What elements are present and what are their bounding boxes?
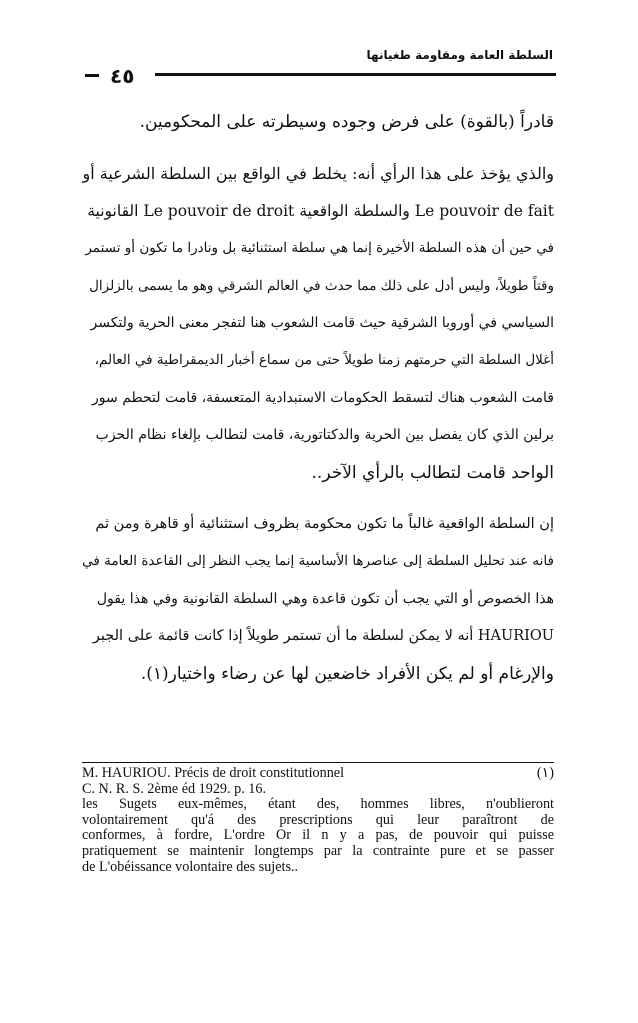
page-number: ٤٥: [110, 64, 135, 88]
text-line: Le pouvoir de fait والسلطة الواقعية Le pouvoir de droit القانونية: [87, 201, 554, 220]
footnote-line: conformes, à fordre, L'ordre Or il n y a pas, de pouvoir qui puisse: [82, 827, 554, 844]
page-number-dash: [85, 74, 99, 77]
text-line: وقتاً طويلاً، وليس أدل على ذلك مما حدث في العالم الشرقي وهو ما يسمى بالزلزال: [89, 277, 554, 294]
text-line: إن السلطة الواقعية غالباً ما تكون محكومة بظروف استثنائية أو قاهرة ومن ثم: [95, 516, 554, 533]
footnote: [82, 766, 554, 875]
text-line: هذا الخصوص أو التي يجب أن تكون قاعدة وهي السلطة القانونية وفي هذا يقول: [96, 590, 554, 607]
footnote-line: C. N. R. S. 2ème éd 1929. p. 16.: [82, 780, 267, 797]
header-rule: [155, 73, 556, 76]
text-line: برلين الذي كان يفصل بين الحرية والدكتاتورية، قامت لتطالب بإلغاء نظام الحزب: [95, 427, 554, 444]
text-line: قادراً (بالقوة) على فرض وجوده وسيطرته على المحكومين.: [139, 112, 554, 132]
text-line: الواحد قامت لتطالب بالرأي الآخر..: [311, 462, 554, 483]
text-line: والذي يؤخذ على هذا الرأي أنه: يخلط في الواقع بين السلطة الشرعية أو: [82, 164, 554, 184]
text-line: فانه عند تحليل السلطة إلى عناصرها الأساسية إنما يجب النظر إلى القاعدة العامة في: [82, 553, 554, 570]
body-text: [82, 104, 554, 693]
text-line: في حين أن هذه السلطة الأخيرة إنما هي سلطة استثنائية بل ونادرا ما تكون أو تستمر: [85, 240, 554, 257]
footnote-line: de L'obéissance volontaire des sujets..: [82, 858, 299, 875]
footnote-line: les Sugets eux-mêmes, étant des, hommes libres, n'oublieront: [82, 796, 554, 813]
text-line: HAURIOU أنه لا يمكن لسلطة ما أن تستمر طويلاً إذا كانت قائمة على الجبر: [92, 628, 554, 645]
footnote-citation: M. HAURIOU. Précis de droit constitutionnel: [82, 765, 345, 781]
text-line: أغلال السلطة التي حرمتهم زمنا طويلاً حتى من سماع أخبار الديمقراطية في العالم،: [94, 352, 554, 369]
footnote-rule: [82, 762, 554, 763]
text-line: قامت الشعوب هناك لتسقط الحكومات الاستبدادية المتعسفة، قامت لتحطم سور: [92, 389, 554, 406]
text-line: والإرغام أو لم يكن الأفراد خاضعين لها عن رضاء واختيار(١).: [140, 663, 554, 684]
footnote-first-row: [82, 766, 554, 782]
running-header-title: السلطة العامة ومقاومة طغيانها: [366, 48, 553, 62]
text-line: السياسي في أوروبا الشرقية حيث قامت الشعوب هنا لتفجر معنى الحرية ولتكسر: [90, 315, 554, 332]
footnote-line: pratiquement se maintenir longtemps par la contrainte pure et se passer: [82, 842, 554, 859]
footnote-marker: (١): [536, 765, 554, 781]
footnote-line: volontairement qu'á des prescriptions qui leur paraîtront de: [82, 811, 554, 828]
